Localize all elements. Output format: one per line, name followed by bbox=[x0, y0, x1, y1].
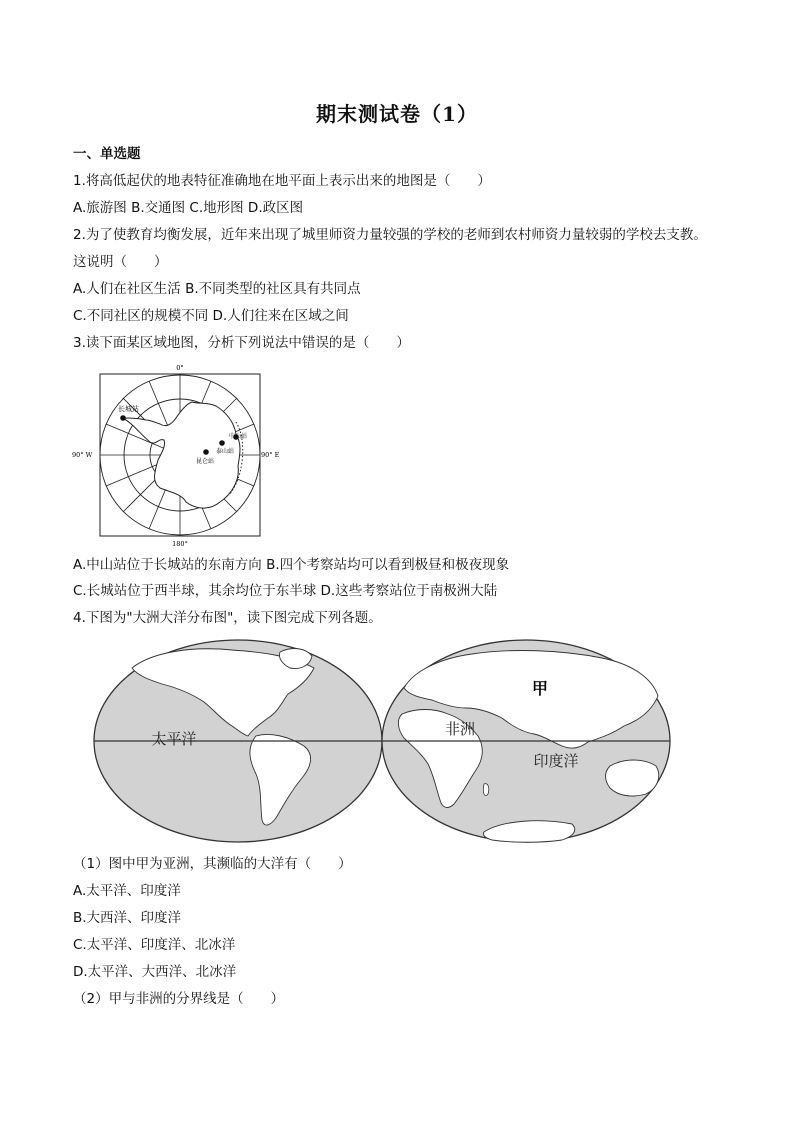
q1-options: A.旅游图 B.交通图 C.地形图 D.政区图 bbox=[73, 200, 304, 216]
station-label-zhongshan: 中山站 bbox=[229, 433, 248, 440]
australia bbox=[606, 760, 659, 796]
station-label-changcheng: 长城站 bbox=[118, 405, 139, 413]
antarctica-polar-map bbox=[70, 362, 290, 550]
q1-stem: 1.将高低起伏的地表特征准确地在地平面上表示出来的地图是（ ） bbox=[73, 173, 491, 189]
map-label-90w: 90° W bbox=[72, 451, 93, 459]
label-africa: 非洲 bbox=[444, 720, 476, 738]
map-label-90e: 90° E bbox=[261, 451, 280, 459]
section-heading: 一、单选题 bbox=[73, 146, 141, 162]
q3-stem: 3.读下面某区域地图，分析下列说法中错误的是（ ） bbox=[73, 335, 410, 351]
q3-options-cd: C.长城站位于西半球，其余均位于东半球 D.这些考察站位于南极洲大陆 bbox=[73, 583, 498, 599]
q2-options-cd: C.不同社区的规模不同 D.人们往来在区域之间 bbox=[73, 308, 349, 324]
q4-sub2-stem: （2）甲与非洲的分界线是（ ） bbox=[73, 991, 285, 1007]
q2-stem-line1: 2.为了使教育均衡发展，近年来出现了城里师资力量较强的学校的老师到农村师资力量较弱的学校去支教。 bbox=[73, 227, 707, 243]
q4-stem: 4.下图为"大洲大洋分布图"，读下图完成下列各题。 bbox=[73, 610, 382, 626]
q2-stem-line2: 这说明（ ） bbox=[73, 254, 168, 270]
q4-sub1-stem: （1）图中甲为亚洲，其濒临的大洋有（ ） bbox=[73, 856, 352, 872]
changcheng-station-dot bbox=[120, 415, 126, 421]
map-label-180: 180° bbox=[172, 540, 188, 548]
label-jia: 甲 bbox=[531, 679, 549, 698]
kunlun-station-dot bbox=[203, 449, 209, 455]
q4-sub1-option-c: C.太平洋、印度洋、北冰洋 bbox=[73, 937, 236, 953]
q2-options-ab: A.人们在社区生活 B.不同类型的社区具有共同点 bbox=[73, 281, 361, 297]
station-label-taishan: 泰山站 bbox=[216, 448, 235, 455]
label-pacific-ocean: 太平洋 bbox=[151, 730, 197, 748]
page-title: 期末测试卷（1） bbox=[316, 102, 478, 126]
label-indian-ocean: 印度洋 bbox=[533, 752, 579, 770]
station-label-kunlun: 昆仑站 bbox=[196, 458, 215, 465]
q4-sub1-option-d: D.太平洋、大西洋、北冰洋 bbox=[73, 964, 237, 980]
q4-sub1-option-b: B.大西洋、印度洋 bbox=[73, 910, 182, 926]
taishan-station-dot bbox=[219, 440, 225, 446]
map-label-0: 0° bbox=[176, 364, 184, 372]
world-continents-oceans-map bbox=[92, 638, 672, 846]
q3-options-ab: A.中山站位于长城站的东南方向 B.四个考察站均可以看到极昼和极夜现象 bbox=[73, 557, 510, 573]
q4-sub1-option-a: A.太平洋、印度洋 bbox=[73, 883, 181, 899]
